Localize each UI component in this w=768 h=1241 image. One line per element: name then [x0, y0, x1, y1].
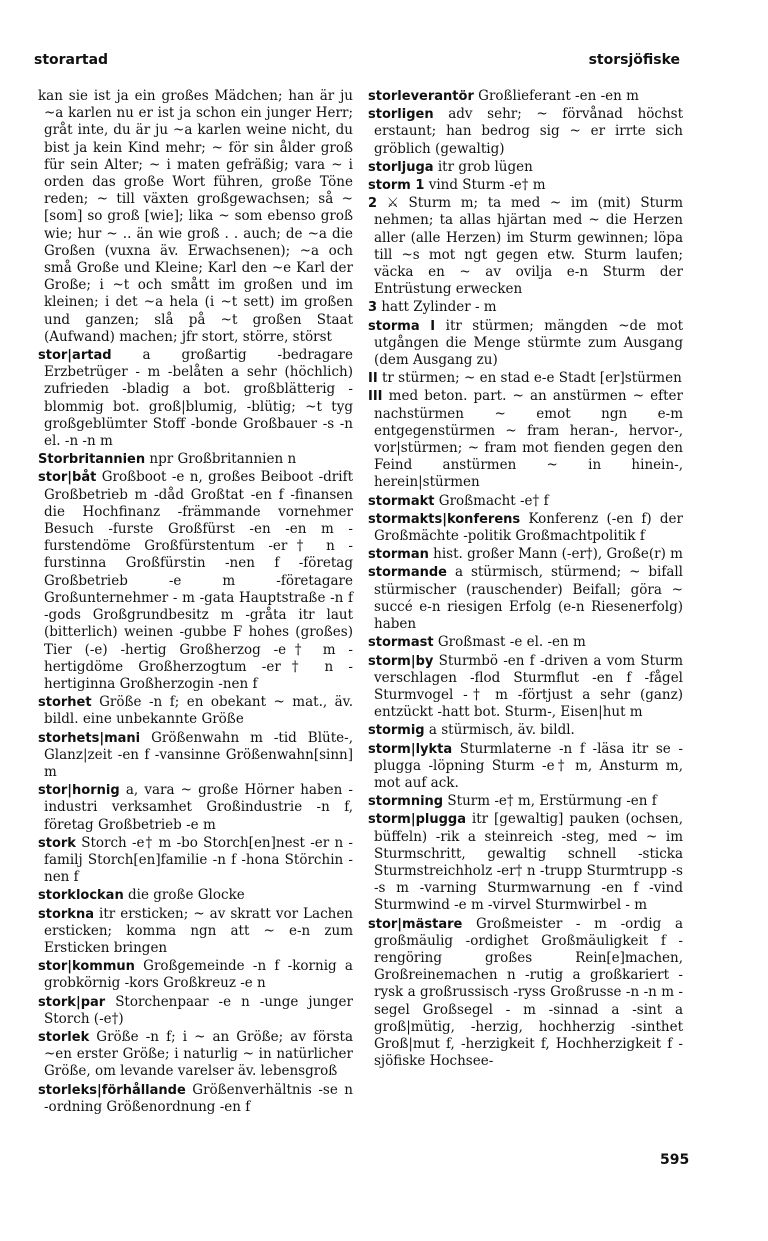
dictionary-entry — [38, 906, 353, 958]
entry-text: tr stürmen; ~ en stad e-e Stadt [er]stürmen — [381, 370, 682, 387]
entry-text: a stürmisch, äv. bildl. — [428, 722, 575, 739]
headword: II — [368, 371, 378, 387]
headword: storlek — [38, 1029, 90, 1045]
headword: storleks|förhållande — [38, 1082, 186, 1098]
entry-text: itr stürmen; mängden ~de mot utgången die Menge stürmte zum Ausgang (dem Ausgang zu) — [374, 317, 683, 369]
entry-text: Großmast -e el. -en m — [437, 634, 586, 651]
headword: stormakts|konferens — [368, 511, 521, 527]
dictionary-entry — [38, 347, 353, 450]
dictionary-entry — [38, 694, 353, 728]
entry-text: npr Großbritannien n — [149, 451, 297, 468]
entry-text: a, vara ~ große Hörner haben -industri verksamhet Großindustrie -n f, företag Großbetrieb -e m — [44, 782, 353, 833]
entry-text: Größenverhältnis -se n -ordning Größenordnung -en f — [44, 1081, 353, 1115]
entry-text: Großmeister - m -ordig a großmäulig -ordighet Großmäuligkeit f -rengöring großes Rein[e]machen, Großreinemachen n -rutig a großkariert -rysk a großrussisch -ryss Großrusse -n -n m -segel Großsegel - m -sinnad a -sint a groß|mütig, -herzig, hochherzig -sinthet Groß|mut f, -herzigkeit f, Hochherzigkeit f -sjöfiske Hochsee- — [374, 915, 684, 1070]
entry-text: Großgemeinde -n f -kornig a grobkörnig -kors Großkreuz -e n — [44, 958, 353, 992]
dictionary-entry — [38, 782, 353, 834]
entry-text: a großartig -bedragare Erzbetrüger - m -belåten a sehr (höchlich) zufrieden -bladig a bot. großblätterig -blommig bot. groß|blumig, -blütig; ~t tyg großgeblümter Stoff -bonde Großbauer -s -n el. -n -n m — [44, 347, 353, 450]
headword: 3 — [368, 300, 378, 316]
dictionary-entry — [368, 106, 683, 158]
dictionary-entry — [368, 916, 683, 1071]
headword: storklockan — [38, 888, 124, 904]
left-column — [38, 88, 353, 1117]
headword: stormig — [368, 723, 425, 739]
entry-text: vind Sturm -e† m — [428, 177, 546, 194]
entry-text: Größe -n f; en obekant ~ mat., äv. bildl. eine unbekannte Größe — [44, 694, 353, 728]
dictionary-entry — [38, 835, 353, 887]
dictionary-entry — [368, 388, 683, 491]
entry-text: Großboot -e n, großes Beiboot -drift Großbetrieb m -dåd Großtat -en f -finansen die Hochfinanz -främmande vornehmer Besuch -furste Großfürst -en -en m -furstendöme Großfürstentum -er† n -furstinna Großfürstin -nen f -företag Großbetrieb -e m -företagare Großunternehmer - m -gata Hauptstraße -n f -gods Großgrundbesitz m -gråta itr laut (bitterlich) weinen -gubbe F hohes (großes) Tier (-e) -hertig Großherzog -e† m -hertigdöme Großherzogtum -er† n -hertiginna Großherzogin -nen f — [44, 469, 353, 692]
entry-text: adv sehr; ~ förvånad höchst erstaunt; han bedrog sig ~ er irrte sich gröblich (gewaltig) — [374, 106, 683, 157]
entry-text: hist. großer Mann (-er†), Große(r) m — [433, 546, 683, 563]
dictionary-entry — [368, 564, 683, 633]
headword: storm 1 — [368, 178, 425, 194]
headword: storma I — [368, 318, 436, 334]
dictionary-entry — [38, 88, 353, 346]
dictionary-entry — [368, 88, 683, 105]
headword: stormande — [368, 565, 447, 581]
headword: stormning — [368, 794, 444, 810]
headword: storhet — [38, 695, 92, 711]
dictionary-entry — [38, 994, 353, 1028]
headword: storkna — [38, 906, 94, 922]
dictionary-entry — [368, 493, 683, 510]
entry-text: itr ersticken; ~ av skratt vor Lachen ersticken; komma ngn att ~ e-n zum Ersticken bringen — [44, 905, 354, 956]
headword: Storbritannien — [38, 452, 146, 468]
entry-text: Storch -e† m -bo Storch[en]nest -er n -familj Storch[en]familie -n f -hona Störchin -nen f — [44, 834, 353, 886]
entry-text: Sturm -e† m, Erstürmung -en f — [447, 793, 657, 810]
right-column — [368, 88, 683, 1071]
headword: stormast — [368, 635, 434, 651]
dictionary-entry — [368, 793, 683, 810]
headword: stor|båt — [38, 470, 97, 486]
entry-text: kan sie ist ja ein großes Mädchen; han är ju ~a karlen nu er ist ja schon ein junger Herr; gråt inte, du är ju ~a karlen weine nicht, du bist ja kein Kind mehr; ~ för sin ålder groß für sein Alter; ~ i maten gefräßig; vara ~ i orden das große Wort führen, große Töne reden; ~ till växten großgewachsen; så ~ [som] so groß [wie]; lika ~ som ebenso groß wie; hur ~ .. än wie groß . . auch; de ~a die Großen (vuxna äv. Erwachsenen); ~a och små Große und Kleine; Karl den ~e Karl der Große; i ~t och smått im großen und im kleinen; i det ~a hela (i ~t sett) im großen und ganzen; slå på ~t großen Staat (Aufwand) machen; jfr stort, större, störst — [38, 88, 353, 345]
headword: stor|mästare — [368, 916, 463, 932]
dictionary-entry — [368, 299, 683, 316]
headword: III — [368, 389, 383, 405]
headword: storleverantör — [368, 89, 474, 104]
dictionary-entry — [38, 887, 353, 904]
dictionary-entry — [368, 318, 683, 370]
headword: stor|hornig — [38, 783, 120, 799]
entry-text: Storchenpaar -e n -unge junger Storch (-e†) — [44, 993, 354, 1027]
dictionary-entry — [38, 451, 353, 468]
dictionary-entry — [38, 1029, 353, 1081]
headword: storligen — [368, 107, 434, 123]
headword: stor|artad — [38, 348, 112, 364]
headword: storm|plugga — [368, 812, 466, 828]
page-number: 595 — [660, 1152, 690, 1168]
running-head-right: storsjöfiske — [588, 52, 680, 68]
dictionary-entry — [368, 195, 683, 298]
dictionary-entry — [38, 1082, 353, 1116]
dictionary-entry — [38, 730, 353, 782]
entry-text: Größenwahn m -tid Blüte-, Glanz|zeit -en f -vansinne Größenwahn[sinn] m — [44, 729, 353, 780]
entry-text: itr [gewaltig] pauken (ochsen, büffeln) -rik a steinreich -steg, med ~ im Sturmschritt, gewaltig schnell -sticka Sturmstreichholz -er† n -trupp Sturmtrupp -s -s m -varning Sturmwarnung -en f -vind Sturmwind -e m -virvel Sturmwirbel - m — [374, 811, 684, 914]
entry-text: Konferenz (-en f) der Großmächte -politik Großmachtpolitik f — [374, 510, 684, 545]
entry-text: Sturmlaterne -n f -läsa itr se -plugga -löpning Sturm -e† m, Ansturm m, mot auf ack. — [374, 740, 683, 791]
entry-text: itr grob lügen — [437, 158, 533, 175]
headword: storljuga — [368, 159, 434, 175]
entry-text: med beton. part. ~ an anstürmen ~ efter nachstürmen ~ emot ngn e-m entgegenstürmen ~ fram heran-, hervor-, vor|stürmen; ~ fram mot fienden gegen den Feind anstürmen ~ in hinein-, herein|stürmen — [374, 388, 683, 491]
entry-text: Größe -n f; i ~ an Größe; av första ~en erster Größe; i naturlig ~ in natürlicher Größe, om levande varelser äv. lebensgroß — [44, 1028, 353, 1080]
running-head-left: storartad — [34, 52, 109, 68]
entry-text: Sturmbö -en f -driven a vom Sturm verschlagen -flod Sturmflut -en f -fågel Sturmvogel -† m -förtjust a sehr (ganz) entzückt -hatt bot. Sturm-, Eisen|hut m — [374, 652, 683, 721]
dictionary-entry — [368, 741, 683, 793]
dictionary-entry — [368, 653, 683, 722]
entry-text: ⚔ Sturm m; ta med ~ im (mit) Sturm nehmen; ta allas hjärtan med ~ die Herzen aller (alle Herzen) im Sturm gewinnen; löpa till ~s mot ngt gegen etw. Sturm laufen; väcka en ~ av ovilja e-n Sturm der Entrüstung erwecken — [374, 195, 683, 298]
headword: stor|kommun — [38, 959, 135, 975]
dictionary-entry — [368, 177, 683, 194]
dictionary-entry — [38, 469, 353, 693]
headword: stork|par — [38, 994, 106, 1010]
headword: stork — [38, 835, 76, 851]
dictionary-entry — [368, 722, 683, 739]
dictionary-entry — [38, 958, 353, 992]
dictionary-entry — [368, 159, 683, 176]
headword: stormakt — [368, 493, 435, 509]
entry-text: Großlieferant -en -en m — [478, 88, 639, 104]
dictionary-entry — [368, 511, 683, 545]
headword: storm|lykta — [368, 741, 453, 757]
entry-text: hatt Zylinder - m — [381, 299, 497, 316]
headword: storm|by — [368, 653, 434, 669]
headword: 2 — [368, 196, 378, 212]
headword: storhets|mani — [38, 730, 141, 746]
dictionary-entry — [368, 546, 683, 563]
entry-text: Großmacht -e† f — [438, 492, 549, 509]
entry-text: a stürmisch, stürmend; ~ bifall stürmischer (rauschender) Beifall; göra ~ succé e-n riesigen Erfolg (e-n Riesenerfolg) haben — [374, 564, 684, 633]
dictionary-entry — [368, 370, 683, 387]
dictionary-entry — [368, 811, 683, 914]
headword: storman — [368, 547, 429, 563]
dictionary-entry — [368, 634, 683, 651]
entry-text: die große Glocke — [128, 887, 245, 904]
